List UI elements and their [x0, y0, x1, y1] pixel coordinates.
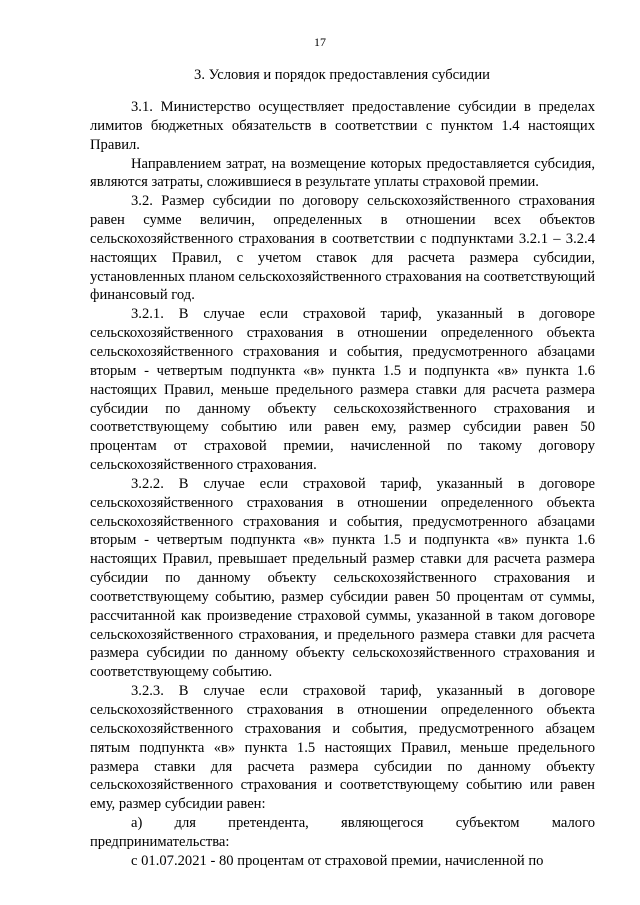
section-heading: 3. Условия и порядок предоставления субсидии — [194, 67, 490, 83]
paragraph-3-2: 3.2. Размер субсидии по договору сельскохозяйственного страхования равен сумме величин, определенных в отношении всех объектов сельскохозяйственного страхования в соответствии с подпунктами 3.2.1 – 3.2.4 настоящих Правил, с учетом ставок для расчета размера субсидии, установленных планом сельскохозяйственного страхования на соответствующий финансовый год. — [90, 193, 595, 304]
body-text — [90, 98, 595, 871]
paragraph-expense-direction: Направлением затрат, на возмещение которых предоставляется субсидия, являются затраты, сложившиеся в результате уплаты страховой премии. — [90, 155, 595, 191]
paragraph-3-1: 3.1. Министерство осуществляет предоставление субсидии в пределах лимитов бюджетных обязательств в соответствии с пунктом 1.4 настоящих Правил. — [90, 99, 595, 153]
paragraph-3-2-3: 3.2.3. В случае если страховой тариф, указанный в договоре сельскохозяйственного страхования в отношении определенного объекта сельскохозяйственного страхования и события, предусмотренного абзацем пятым подпункта «в» пункта 1.5 настоящих Правил, меньше предельного размера ставки для расчета размера субсидии по данному объекту сельскохозяйственного страхования и соответствующему событию или равен ему, размер субсидии равен: — [90, 683, 595, 813]
paragraph-item-a: а) для претендента, являющегося субъектом малого предпринимательства: — [90, 815, 595, 850]
paragraph-3-2-2: 3.2.2. В случае если страховой тариф, указанный в договоре сельскохозяйственного страхования в отношении определенного объекта сельскохозяйственного страхования и события, предусмотренного абзацами вторым - четвертым подпункта «в» пункта 1.5 и подпункта «в» пункта 1.6 настоящих Правил, превышает предельный размер ставки для расчета размера субсидии по данному объекту сельскохозяйственного страхования и соответствующему событию, размер субсидии равен 50 процентам от суммы, рассчитанной как произведение страховой суммы, указанной в таком договоре сельскохозяйственного страхования, и предельного размера ставки для расчета размера субсидии по данному объекту сельскохозяйственного страхования и соответствующему событию. — [90, 475, 595, 681]
page-number: 17 — [314, 35, 326, 49]
paragraph-3-2-1: 3.2.1. В случае если страховой тариф, указанный в договоре сельскохозяйственного страхования в отношении определенного объекта сельскохозяйственного страхования и события, предусмотренного абзацами вторым - четвертым подпункта «в» пункта 1.5 и подпункта «в» пункта 1.6 настоящих Правил, меньше предельного размера ставки для расчета размера субсидии по данному объекту сельскохозяйственного страхования и соответствующему событию или равен ему, размер субсидии равен 50 процентам от страховой премии, начисленной по такому договору сельскохозяйственного страхования. — [90, 306, 595, 474]
paragraph-from-date: с 01.07.2021 - 80 процентам от страховой премии, начисленной по — [131, 852, 544, 869]
